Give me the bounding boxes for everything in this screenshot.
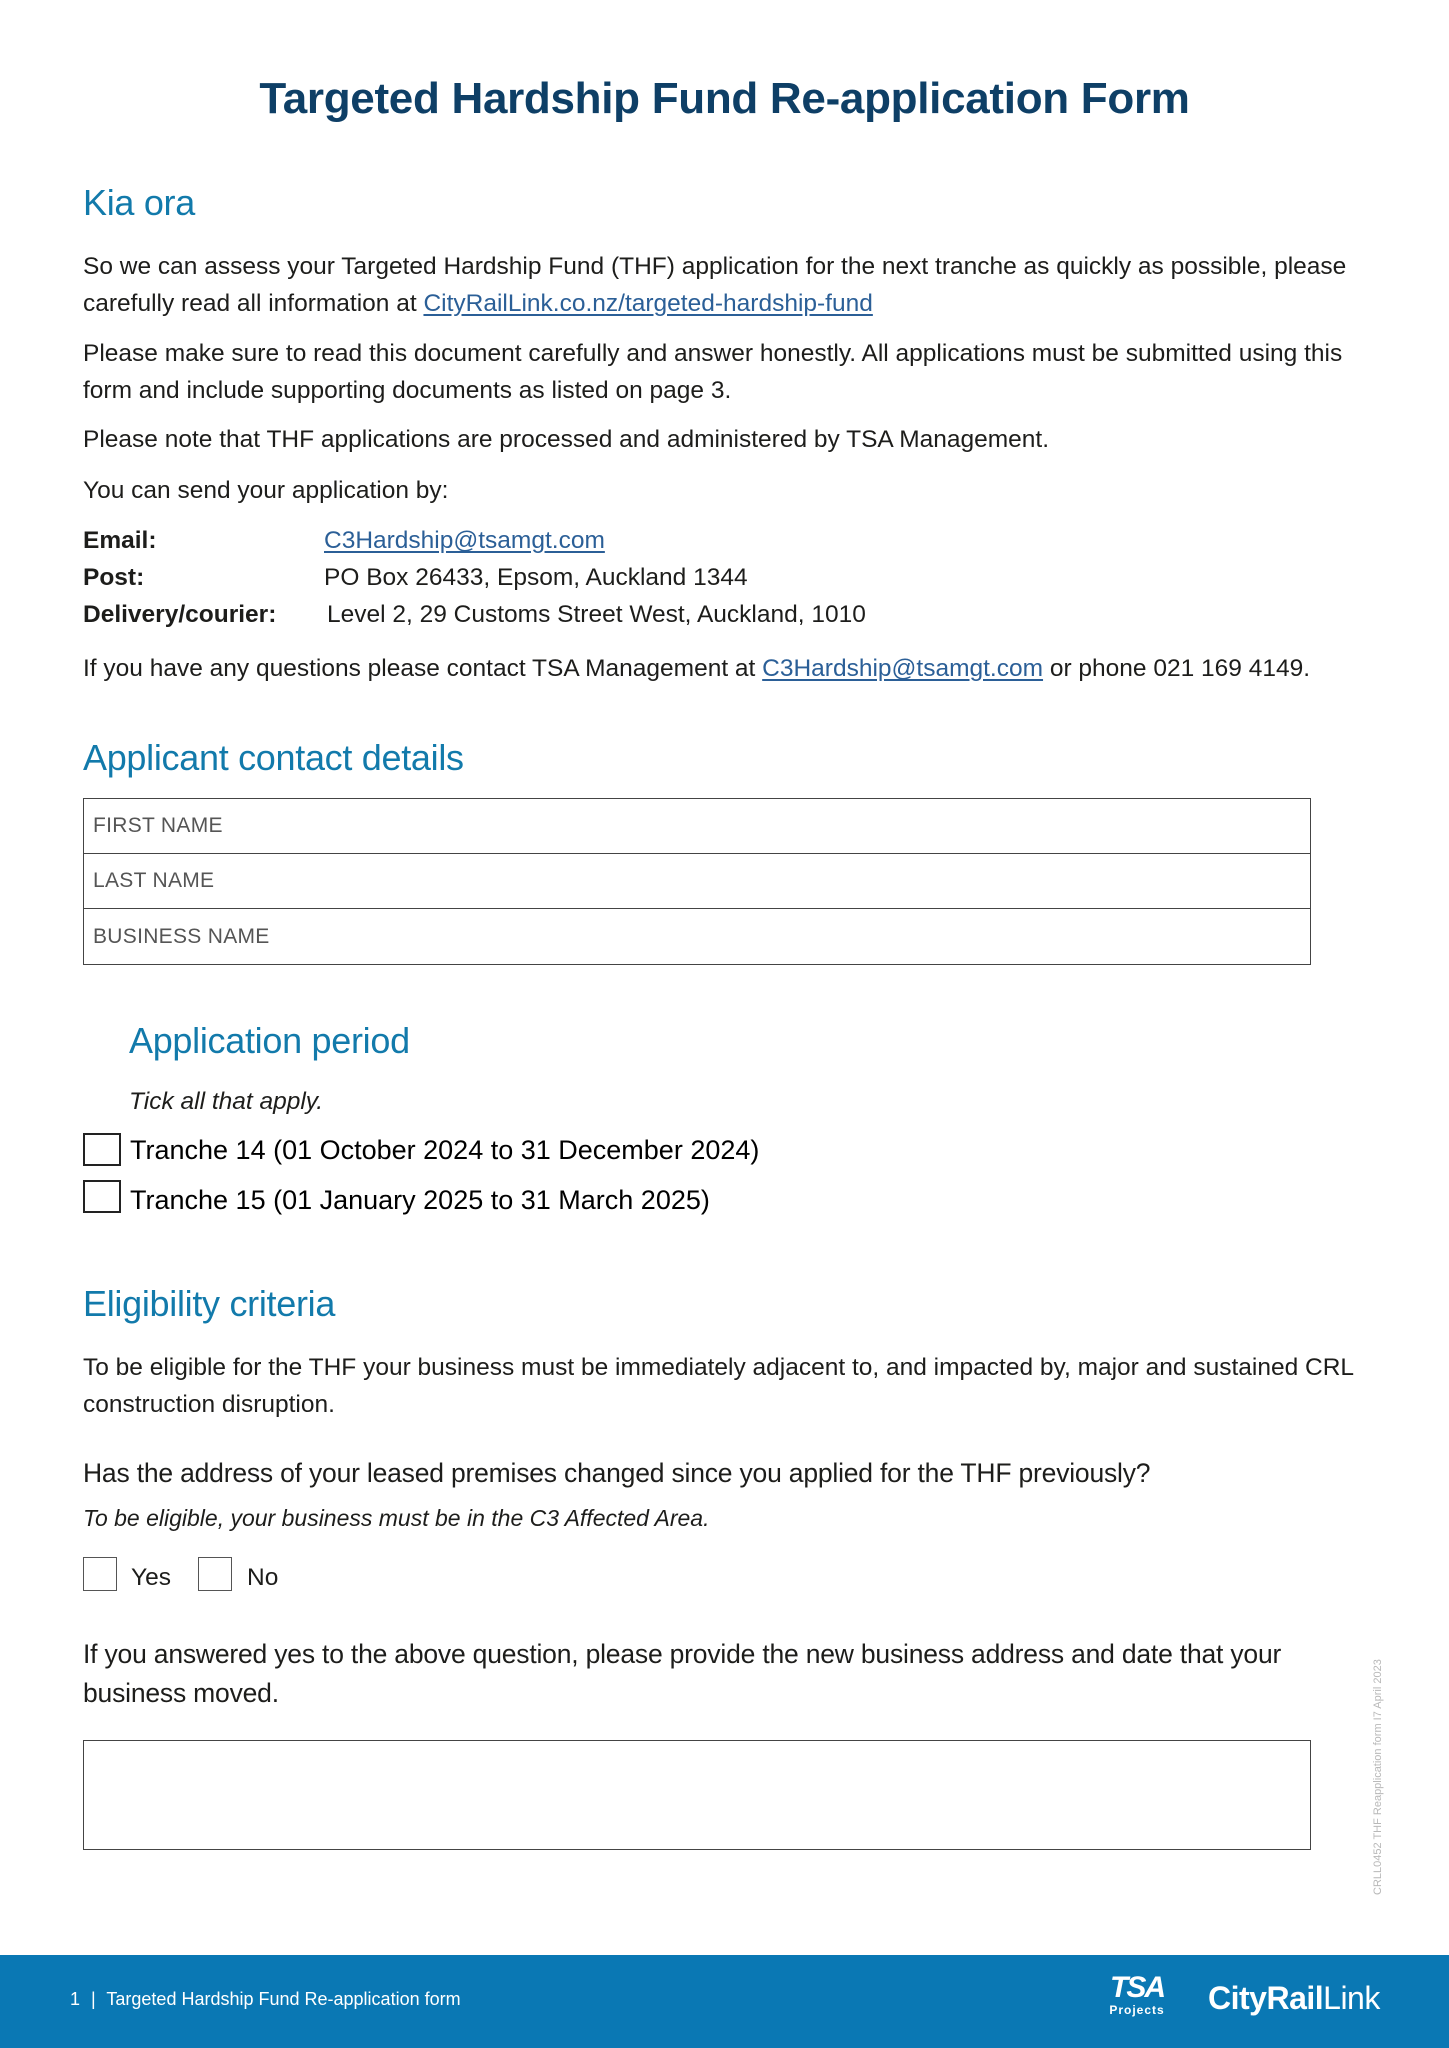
contact-label-post: Post:	[83, 564, 145, 591]
contact-email-link[interactable]: C3Hardship@tsamgt.com	[324, 527, 605, 554]
footer-separator: |	[91, 1989, 96, 2009]
no-label: No	[247, 1564, 279, 1591]
document-code-text: CRLL0452 THF Reapplication form I7 April 2023	[1372, 1659, 1384, 1895]
yes-checkbox[interactable]	[83, 1557, 117, 1591]
contact-label-email: Email:	[83, 527, 157, 554]
eligibility-description: To be eligible for the THF your business must be immediately adjacent to, and impacted by, major and sustained CRL construction disruption.	[83, 1354, 1354, 1418]
yes-label: Yes	[131, 1564, 171, 1591]
city-rail-link-logo	[1208, 1980, 1380, 2017]
contact-label-courier: Delivery/courier:	[83, 601, 277, 628]
last-name-field[interactable]	[84, 854, 1310, 909]
tick-instruction: Tick all that apply.	[129, 1088, 324, 1115]
first-name-field[interactable]	[84, 799, 1310, 854]
applicant-fields-table	[83, 798, 1311, 965]
no-checkbox[interactable]	[198, 1557, 232, 1591]
tsa-logo-main: TSA	[1110, 1971, 1164, 2004]
intro-paragraph-4: You can send your application by:	[83, 477, 449, 504]
tsa-logo-sub: Projects	[1109, 2003, 1165, 2017]
page-number: 1	[70, 1989, 81, 2009]
first-name-label: FIRST NAME	[93, 814, 223, 837]
contact-post-value: PO Box 26433, Epsom, Auckland 1344	[324, 564, 748, 591]
tranche-15-label: Tranche 15 (01 January 2025 to 31 March 2025)	[130, 1185, 710, 1215]
thf-website-link[interactable]: CityRailLink.co.nz/targeted-hardship-fund	[423, 290, 873, 317]
tsa-projects-logo	[1105, 1973, 1169, 2017]
intro-paragraph-1	[83, 248, 1373, 322]
intro-heading: Kia ora	[83, 182, 195, 223]
intro-paragraph-3: Please note that THF applications are processed and administered by TSA Management.	[83, 426, 1050, 453]
applicant-heading: Applicant contact details	[83, 737, 464, 778]
questions-email-link[interactable]: C3Hardship@tsamgt.com	[762, 655, 1044, 682]
document-title: Targeted Hardship Fund Re-application Form	[259, 74, 1190, 123]
contact-courier-value: Level 2, 29 Customs Street West, Auckland, 1010	[327, 601, 866, 628]
eligibility-heading: Eligibility criteria	[83, 1283, 336, 1324]
intro-paragraph-1-text: So we can assess your Targeted Hardship Fund (THF) application for the next tranche as quickly as possible, please carefully read all information at	[83, 253, 1347, 317]
questions-text-before: If you have any questions please contact TSA Management at	[83, 655, 763, 682]
page-footer	[0, 1955, 1449, 2048]
address-change-question: Has the address of your leased premises changed since you applied for the THF previously?	[83, 1458, 1151, 1488]
intro-paragraph-2: Please make sure to read this document carefully and answer honestly. All applications must be submitted using this form and include supporting documents as listed on page 3.	[83, 340, 1343, 404]
document-code	[1372, 1645, 1384, 1895]
crl-logo-bold: CityRail	[1208, 1980, 1324, 2016]
new-address-question: If you answered yes to the above question, please provide the new business address and date that your business moved.	[83, 1639, 1282, 1708]
application-period-heading: Application period	[129, 1020, 410, 1061]
crl-logo-light: Link	[1323, 1980, 1380, 2016]
questions-paragraph	[83, 650, 1373, 687]
tranche-14-label: Tranche 14 (01 October 2024 to 31 December 2024)	[130, 1135, 760, 1165]
questions-text-after: or phone 021 169 4149.	[1043, 655, 1311, 682]
tranche-15-checkbox[interactable]	[83, 1180, 121, 1213]
tranche-14-checkbox[interactable]	[83, 1133, 121, 1166]
last-name-label: LAST NAME	[93, 869, 215, 892]
new-address-textbox[interactable]	[83, 1740, 1311, 1850]
business-name-label: BUSINESS NAME	[93, 924, 270, 948]
footer-page-info	[70, 1989, 461, 2010]
footer-doc-name: Targeted Hardship Fund Re-application form	[106, 1989, 461, 2009]
business-name-field[interactable]	[84, 909, 1310, 964]
address-change-note: To be eligible, your business must be in the C3 Affected Area.	[83, 1505, 710, 1531]
